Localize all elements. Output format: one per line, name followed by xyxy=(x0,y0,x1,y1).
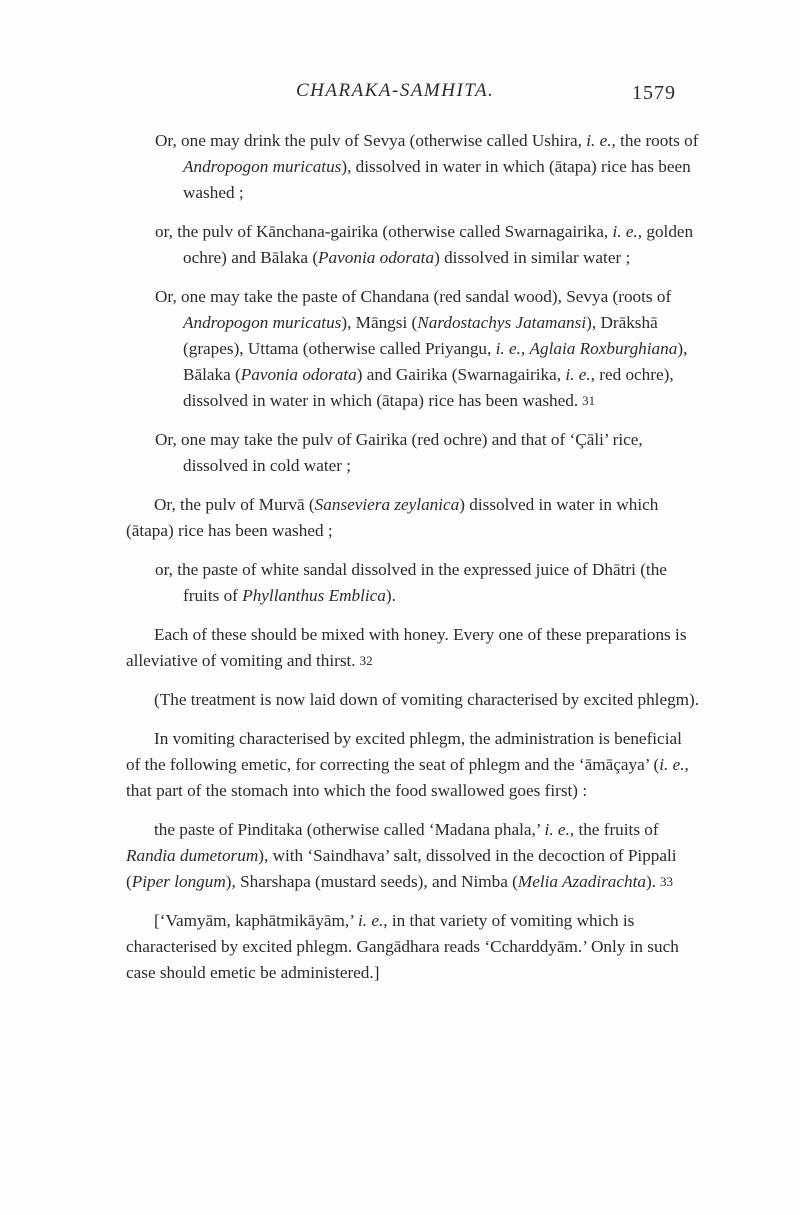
page-header xyxy=(0,80,800,110)
paragraph-2 xyxy=(126,219,700,271)
paragraph-10 xyxy=(126,817,700,895)
text-run: In vomiting characterised by excited phlegm, the administration is beneficial of the following emetic, for correcting the seat of phlegm and the ‘āmāçaya’ ( xyxy=(126,729,682,774)
paragraph-7 xyxy=(126,622,700,674)
text-run: ), Bālaka ( xyxy=(183,339,688,384)
italic-text: Pavonia odorata xyxy=(240,365,357,384)
italic-text: Sanseviera zeylanica xyxy=(314,495,460,514)
italic-text: Nardostachys Jatamansi xyxy=(417,313,587,332)
text-run: or, the pulv of Kānchana-gairika (otherwise called Swarnagairika, xyxy=(155,222,613,241)
verse-number: 31 xyxy=(582,393,596,408)
italic-text: Melia Azadirachta xyxy=(517,872,646,891)
paragraph-6 xyxy=(126,557,700,609)
text-run: ), Māngsi ( xyxy=(341,313,418,332)
italic-text: i. e., xyxy=(544,820,575,839)
running-title: CHARAKA-SAMHITA. xyxy=(296,80,495,101)
italic-text: i. e., xyxy=(612,222,643,241)
text-run: the roots of xyxy=(615,131,699,150)
paragraph-1 xyxy=(126,128,700,206)
text-run: or, the paste of white sandal dissolved in the expressed juice of Dhātri (the fruits of xyxy=(155,560,667,605)
text-run: ) dissolved in water in which (ātapa) rice has been washed ; xyxy=(126,495,659,540)
italic-text: i. e., xyxy=(357,911,388,930)
text-run: Or, one may take the paste of Chandana (red sandal wood), Sevya (roots of xyxy=(155,287,672,306)
verse-number: 33 xyxy=(660,874,674,889)
text-run: [‘Vamyām, kaphātmikāyām,’ xyxy=(154,911,358,930)
paragraph-3 xyxy=(126,284,700,414)
text-run: ), Drākshā (grapes), Uttama (otherwise called Priyangu, xyxy=(183,313,658,358)
text-run: (The treatment is now laid down of vomiting characterised by excited phlegm). xyxy=(154,690,700,709)
text-run: ) and Gairika (Swarnagairika, xyxy=(356,365,566,384)
paragraph-8 xyxy=(126,687,700,713)
text-run: golden ochre) and Bālaka ( xyxy=(183,222,694,267)
paragraph-5 xyxy=(126,492,700,544)
italic-text: Andropogon muricatus xyxy=(183,157,342,176)
italic-text: i. e., xyxy=(659,755,689,774)
verse-number: 32 xyxy=(359,653,373,668)
italic-text: Aglaia Roxburghiana xyxy=(529,339,678,358)
text-run: the paste of Pinditaka (otherwise called ‘Madana phala,’ xyxy=(154,820,545,839)
text-run: red ochre), dissolved in water in which (ātapa) rice has been washed. xyxy=(183,365,674,410)
page-number: 1579 xyxy=(632,82,676,104)
text-run: Or, one may drink the pulv of Sevya (otherwise called Ushira, xyxy=(155,131,587,150)
italic-text: i. e., xyxy=(565,365,595,384)
paragraph-9 xyxy=(126,726,700,804)
italic-text: i. e., xyxy=(495,339,526,358)
text-run: ), with ‘Saindhava’ salt, dissolved in the decoction of Pippali ( xyxy=(126,846,677,891)
text-run: ). xyxy=(646,872,657,891)
paragraph-4 xyxy=(126,427,700,479)
italic-text: Andropogon muricatus xyxy=(183,313,342,332)
text-run: that part of the stomach into which the food swallowed goes first) : xyxy=(126,781,588,800)
text-run: Each of these should be mixed with honey. Every one of these preparations is alleviative of vomiting and thirst. xyxy=(126,625,687,670)
italic-text: Randia dumetorum xyxy=(126,846,259,865)
italic-text: Phyllanthus Emblica xyxy=(242,586,386,605)
paragraph-11 xyxy=(126,908,700,986)
text-run: the fruits of xyxy=(574,820,659,839)
text-run: Or, the pulv of Murvā ( xyxy=(154,495,315,514)
text-run: in that variety of vomiting which is characterised by excited phlegm. Gangādhara reads ‘Ccharddyām.’ Only in such case should emetic be administered.] xyxy=(126,911,679,982)
text-run: ), Sharshapa (mustard seeds), and Nimba ( xyxy=(225,872,518,891)
italic-text: Pavonia odorata xyxy=(318,248,435,267)
text-run: Or, one may take the pulv of Gairika (red ochre) and that of ‘Çāli’ rice, dissolved in cold water ; xyxy=(155,430,643,475)
page-body xyxy=(126,128,700,999)
italic-text: i. e., xyxy=(586,131,616,150)
text-run: ), dissolved in water in which (ātapa) rice has been washed ; xyxy=(183,157,691,202)
text-run: ). xyxy=(385,586,396,605)
text-run: ) dissolved in similar water ; xyxy=(434,248,631,267)
italic-text: Piper longum xyxy=(131,872,226,891)
